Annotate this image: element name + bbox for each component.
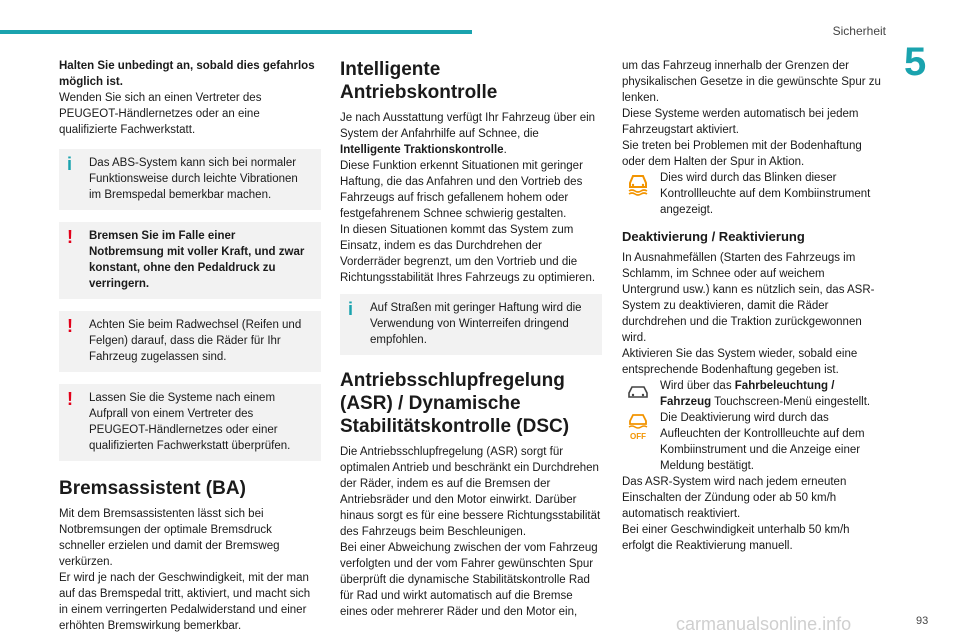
esc-light-row <box>622 170 884 218</box>
section-title: Sicherheit <box>832 24 886 38</box>
warn-wheels-text: Achten Sie beim Radwechsel (Reifen und Felgen) darauf, dass die Räder für Ihr Fahrzeug zugelassen sind. <box>89 319 302 363</box>
touchscreen-setting-text <box>660 378 884 410</box>
deact-para-1: In Ausnahmefällen (Starten des Fahrzeugs im Schlamm, im Schnee oder auf weichem Untergrund usw.) kann es nützlich sein, das ASR-System zu deaktivieren, damit die Räder durchdrehen und die Traktion zurückgewonnen wird. <box>622 252 875 344</box>
off-label: OFF <box>630 432 646 441</box>
note-tyres-text: Auf Straßen mit geringer Haftung wird die Verwendung von Winterreifen dringend empfohlen. <box>370 302 582 346</box>
continued-para-1: um das Fahrzeug innerhalb der Grenzen der physikalischen Gesetze in die gewünschte Spur zu lenken. <box>622 60 881 104</box>
warn-check-text: Lassen Sie die Systeme nach einem Aufprall von einem Vertreter des PEUGEOT-Händlernetzes oder einer qualifizierten Fachwerkstatt überprüfen. <box>89 392 291 452</box>
traction-para-1-bold: Intelligente Traktionskontrolle <box>340 144 504 156</box>
warn-brake-text: Bremsen Sie im Falle einer Notbremsung mit voller Kraft, und zwar konstant, ohne den Pedaldruck zu verringern. <box>89 230 305 290</box>
asr-para-2: Bei einer Abweichung zwischen der vom Fahrzeug verfolgten und der vom Fahrer gewünschten Spur überprüft die dynamische Stabilitätskontrolle Rad für Rad und wirkt automatisch auf die Bremse eines oder mehrerer Räder und den Motor ein, <box>340 542 598 618</box>
chapter-number: 5 <box>904 40 927 84</box>
touchscreen-setting-row <box>622 378 884 410</box>
info-note-abs <box>59 149 321 210</box>
touchscreen-setting-text-b: Touchscreen-Menü eingestellt. <box>711 396 871 408</box>
intro-bold: Halten Sie unbedingt an, sobald dies gefahrlos möglich ist. <box>59 60 315 88</box>
watermark: carmanualsonline.info <box>676 614 852 634</box>
header-accent-bar <box>0 30 472 34</box>
esc-off-text: Die Deaktivierung wird durch das Aufleuchten der Kontrollleuchte auf dem Kombiinstrument und die Anzeige einer Meldung bestätigt. <box>660 412 865 472</box>
asr-para-1: Die Antriebsschlupfregelung (ASR) sorgt für optimalen Antrieb und beschränkt ein Durchdrehen der Räder, indem es auf die Bremsen der Antriebsräder und den Motor einwirkt. Darüber hinaus sorgt es für eine bessere Richtungsstabilität des Fahrzeugs beim Beschleunigen. <box>340 446 601 538</box>
info-note-tyres <box>340 294 602 355</box>
column-left <box>59 58 321 634</box>
continued-para-3: Sie treten bei Problemen mit der Bodenhaftung oder dem Halten der Spur in Aktion. <box>622 140 862 168</box>
intro-text: Wenden Sie sich an einen Vertreter des PEUGEOT-Händlernetzes oder an eine qualifizierte Fachwerkstatt. <box>59 92 262 136</box>
traction-para-1-text: Je nach Ausstattung verfügt Ihr Fahrzeug über ein System der Anfahrhilfe auf Schnee, die <box>340 112 596 140</box>
note-abs-text: Das ABS-System kann sich bei normaler Funktionsweise durch leichte Vibrationen im Bremspedal bemerkbar machen. <box>89 157 298 201</box>
heading-traction: Intelligente Antriebskontrolle <box>340 59 498 103</box>
touchscreen-menu-name: Fahrbeleuchtung / Fahrzeug <box>660 380 835 408</box>
touchscreen-setting-text-a: Wird über das <box>660 380 735 392</box>
deact-para-3: Das ASR-System wird nach jedem erneuten Einschalten der Zündung oder ab 50 km/h automatisch reaktiviert. <box>622 476 847 520</box>
continued-para-2: Diese Systeme werden automatisch bei jedem Fahrzeugstart aktiviert. <box>622 108 859 136</box>
esc-off-row <box>622 410 884 474</box>
heading-brake-assist: Bremsassistent (BA) <box>59 478 246 499</box>
deact-para-2: Aktivieren Sie das System wieder, sobald eine entsprechende Bodenhaftung gegeben ist. <box>622 348 858 376</box>
esc-warning-light-icon <box>622 170 654 198</box>
traction-para-1-end: . <box>503 144 507 156</box>
traction-para-1 <box>340 110 602 158</box>
deact-para-4: Bei einer Geschwindigkeit unterhalb 50 km/h erfolgt die Reaktivierung manuell. <box>622 524 850 552</box>
page-number: 93 <box>916 615 929 627</box>
warning-note-check <box>59 384 321 461</box>
brake-assist-para-1: Mit dem Bremsassistenten lässt sich bei Notbremsungen der optimale Bremsdruck schneller erzielen und damit der Bremsweg verkürzen. <box>59 508 280 568</box>
column-right <box>622 58 884 554</box>
esc-light-text: Dies wird durch das Blinken dieser Kontrollleuchte auf dem Kombiinstrument angezeigt. <box>660 172 871 216</box>
warning-note-brake <box>59 222 321 299</box>
info-icon: i <box>67 154 73 174</box>
warning-icon: ! <box>67 389 73 409</box>
warning-icon: ! <box>67 227 73 247</box>
info-icon: i <box>348 299 354 319</box>
warning-note-wheels <box>59 311 321 372</box>
column-middle <box>340 58 602 620</box>
esc-off-light-icon <box>622 410 654 442</box>
heading-asr-dsc: Antriebsschlupfregelung (ASR) / Dynamische Stabilitätskontrolle (DSC) <box>340 370 570 437</box>
traction-para-3: In diesen Situationen kommt das System zum Einsatz, indem es das Durchdrehen der Vorderräder begrenzt, um den Vortrieb und die Richtungsstabilität Ihres Fahrzeugs zu optimieren. <box>340 224 596 284</box>
heading-deactivation: Deaktivierung / Reaktivierung <box>622 229 805 244</box>
brake-assist-para-2: Er wird je nach der Geschwindigkeit, mit der man auf das Bremspedal tritt, aktiviert, und macht sich in einem verringerten Pedalwiderstand und einer erhöhten Bremswirkung bemerkbar. <box>59 572 311 632</box>
car-icon <box>622 378 654 406</box>
warning-icon: ! <box>67 316 73 336</box>
traction-para-2: Diese Funktion erkennt Situationen mit geringer Haftung, die das Anfahren und den Vortrieb des Fahrzeugs auf frisch gefallenem hohem oder festgefahrenem Schnee schwierig gestalten. <box>340 160 583 220</box>
